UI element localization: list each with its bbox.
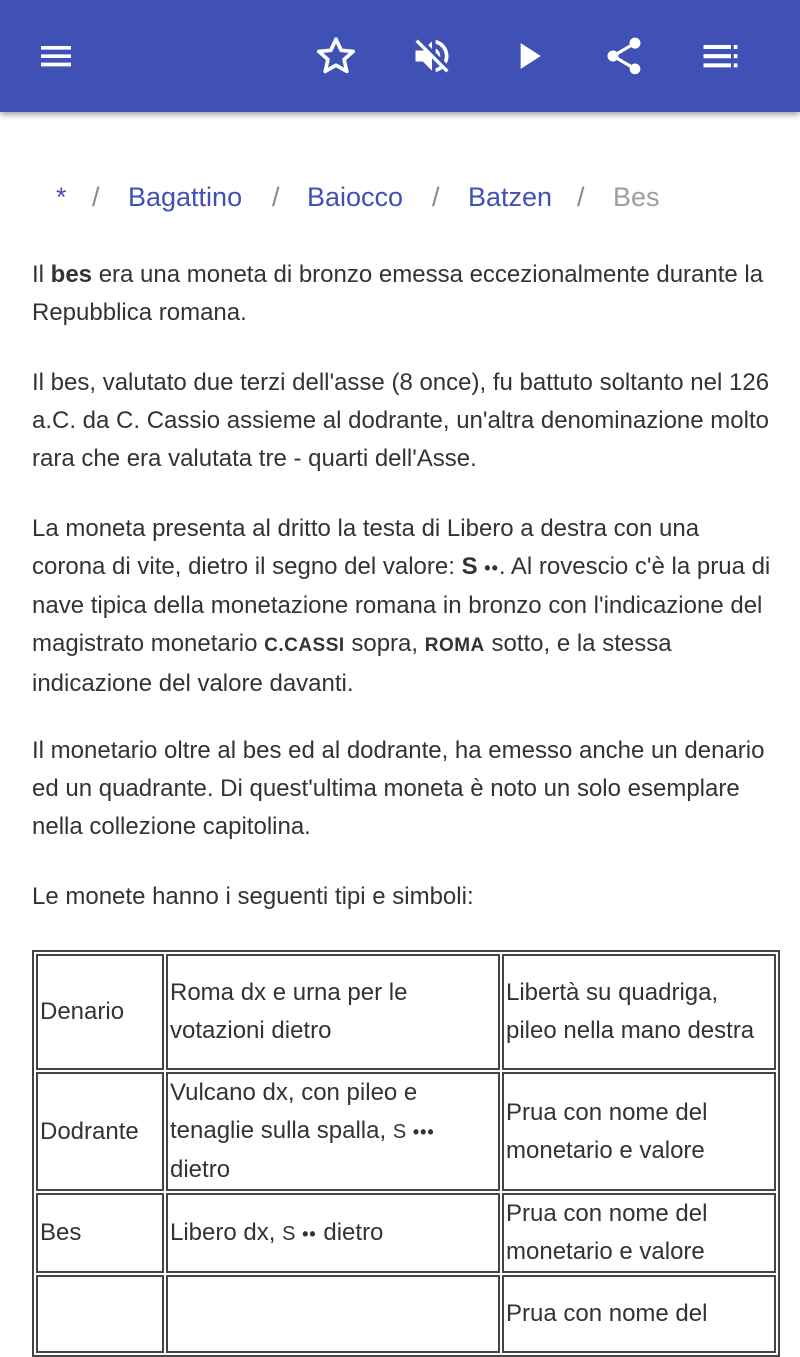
table-cell-reverse: Prua con nome del monetario e valore [502, 1072, 776, 1191]
paragraph-text: Il [32, 261, 51, 288]
table-row [36, 1275, 776, 1353]
paragraph-text: era una moneta di bronzo emessa eccezionalmente durante la Repubblica romana. [32, 261, 764, 326]
cell-text: dietro [316, 1218, 384, 1246]
magistrate-inscription: C.CASSI [264, 635, 345, 656]
table-cell-reverse: Prua con nome del monetario e valore [502, 1193, 776, 1273]
cell-text: dietro [170, 1156, 231, 1183]
paragraph-table-intro: Le monete hanno i seguenti tipi e simboli: [32, 883, 474, 910]
breadcrumb-item-home[interactable]: * [56, 182, 67, 212]
table-cell-coin: Bes [36, 1193, 164, 1273]
app-bar [0, 0, 800, 112]
table-row [36, 1072, 776, 1191]
table-cell-obverse [166, 1275, 500, 1353]
breadcrumb-separator: / [577, 182, 585, 212]
breadcrumb-separator: / [92, 182, 100, 212]
table-cell-coin: Dodrante [36, 1072, 164, 1191]
mute-button[interactable] [400, 24, 464, 88]
paragraph-text: La moneta presenta al dritto la testa di Libero a destra con una corona di vite, dietro il segno del valore: [32, 515, 700, 580]
paragraph-moneyer: Il monetario oltre al bes ed al dodrante, ha emesso anche un denario ed un quadrante. Di quest'ultima moneta è noto un solo esemplare nella collezione capitolina. [32, 737, 765, 840]
paragraph-description [32, 510, 772, 703]
value-sign-dots: ••• [412, 1122, 435, 1142]
paragraph-text: sopra, [344, 630, 425, 657]
breadcrumb-item-bagattino[interactable]: Bagattino [128, 182, 243, 212]
table-cell-obverse [166, 1072, 500, 1191]
breadcrumb-item-baiocco[interactable]: Baiocco [307, 182, 404, 212]
value-sign-dots: •• [302, 1223, 317, 1244]
breadcrumb-current: Bes [613, 182, 660, 212]
value-sign-dots: •• [484, 558, 499, 578]
cell-text: Libero dx, [170, 1218, 283, 1246]
paragraph-intro [32, 256, 772, 332]
table-cell-reverse: Libertà su quadriga, pileo nella mano destra [502, 954, 776, 1070]
breadcrumb-separator: / [432, 182, 440, 212]
table-cell-coin [36, 1275, 164, 1353]
breadcrumb-item-batzen[interactable]: Batzen [468, 182, 553, 212]
share-button[interactable] [592, 24, 656, 88]
table-row [36, 1193, 776, 1273]
value-sign-s: S [392, 1121, 407, 1143]
table-cell-reverse: Prua con nome del [502, 1275, 776, 1353]
menu-icon [36, 36, 76, 76]
paragraph-text: sotto, e la stessa indicazione del valore davanti. [32, 630, 672, 697]
play-icon [506, 34, 550, 78]
paragraph-value: Il bes, valutato due terzi dell'asse (8 once), fu battuto soltanto nel 126 a.C. da C. Cassio assieme al dodrante, un'altra denominazione molto rara che era valutata tre - quarti dell'Asse. [32, 369, 770, 472]
table-cell-obverse: Roma dx e urna per le votazioni dietro [166, 954, 500, 1070]
coin-types-table [32, 950, 780, 1357]
roma-inscription: ROMA [424, 635, 485, 656]
breadcrumb [0, 178, 800, 218]
table-cell-obverse [166, 1193, 500, 1273]
bold-term: bes [50, 261, 93, 288]
cell-text: Vulcano dx, con pileo e tenaglie sulla spalla, [170, 1079, 418, 1144]
breadcrumb-separator: / [272, 182, 280, 212]
playlist-icon [698, 34, 742, 78]
play-button[interactable] [496, 24, 560, 88]
star-icon [314, 34, 358, 78]
share-icon [602, 34, 646, 78]
menu-button[interactable] [24, 24, 88, 88]
table-row [36, 954, 776, 1070]
value-sign-s: S [282, 1222, 296, 1245]
value-sign-s: S [461, 553, 478, 580]
table-cell-coin: Denario [36, 954, 164, 1070]
volume-off-icon [410, 34, 454, 78]
paragraph-text: . Al rovescio c'è la prua di nave tipica della monetazione romana in bronzo con l'indicazione del magistrato monetario [32, 553, 771, 657]
favorite-button[interactable] [304, 24, 368, 88]
playlist-button[interactable] [688, 24, 752, 88]
